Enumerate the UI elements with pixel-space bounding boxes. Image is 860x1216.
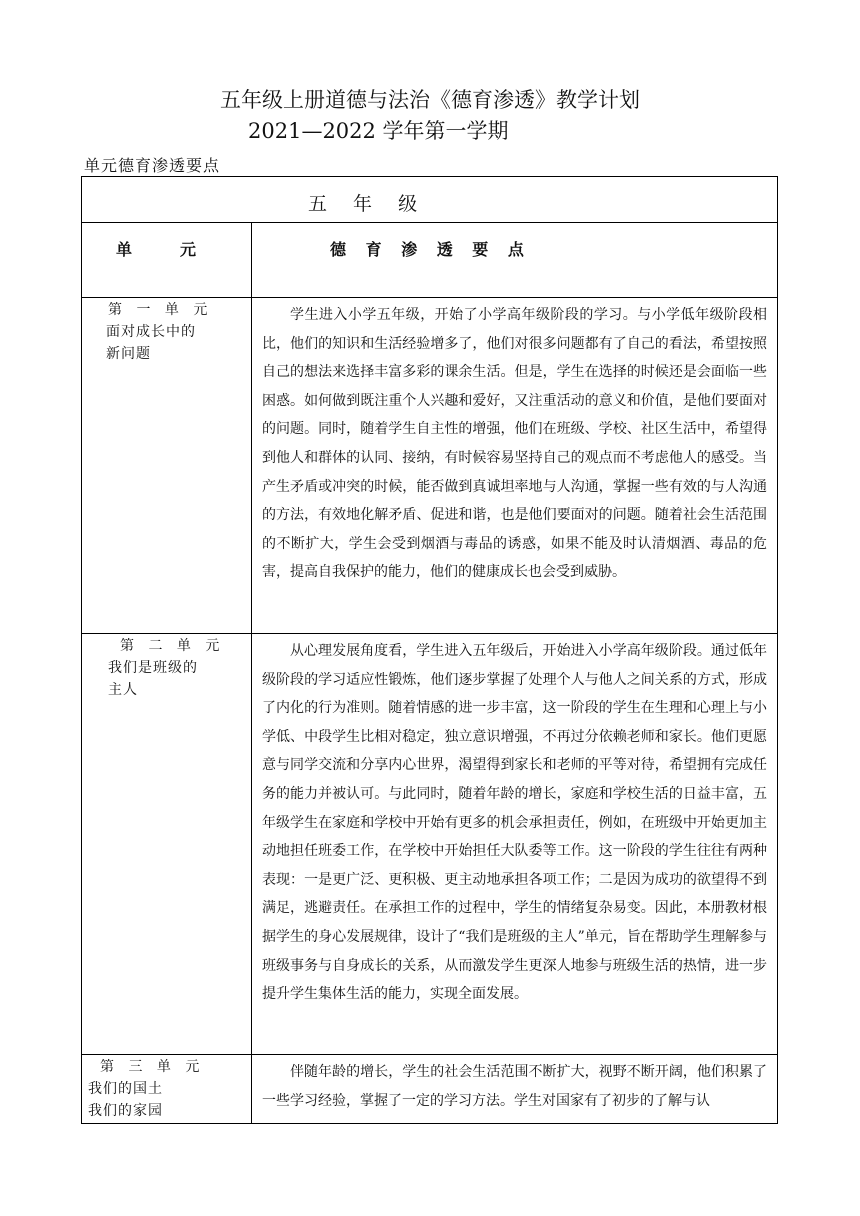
unit-name-line: 主人 <box>108 682 138 698</box>
unit-name-line: 我们是班级的 <box>108 660 198 676</box>
unit-number: 第 三 单 元 <box>100 1059 205 1075</box>
unit-name-line: 新问题 <box>106 346 151 362</box>
grade-header: 五 年 级 <box>308 193 428 215</box>
table-divider <box>82 297 777 298</box>
unit-name-line: 面对成长中的 <box>106 324 196 340</box>
content-cell-3: 伴随年龄的增长，学生的社会生活范围不断扩大，视野不断开阔，他们积累了一些学习经验，掌握了一定的学习方法。学生对国家有了初步的了解与认 <box>262 1064 767 1109</box>
points-column-header: 德 育 渗 透 要 点 <box>330 240 531 259</box>
unit-cell-1 <box>82 299 251 365</box>
unit-name-line: 我们的国土 <box>88 1081 163 1097</box>
plan-table <box>81 176 778 1124</box>
table-divider <box>82 633 777 634</box>
unit-number: 第 一 单 元 <box>108 302 213 318</box>
column-divider <box>251 223 252 1123</box>
content-cell-2: 从心理发展角度看，学生进入五年级后，开始进入小学高年级阶段。通过低年级阶段的学习适应性锻炼，他们逐步掌握了处理个人与他人之间关系的方式，形成了内化的行为准则。随着情感的进一步丰富，这一阶段的学生在生理和心理上与小学低、中段学生比相对稳定，独立意识增强，不再过分依赖老师和家长。他们更愿意与同学交流和分享内心世界，渴望得到家长和老师的平等对待，希望拥有完成任务的能力并被认可。与此同时，随着年龄的增长，家庭和学校生活的日益丰富，五年级学生在家庭和学校中开始有更多的机会承担责任，例如，在班级中开始更加主动地担任班委工作，在学校中开始担任大队委等工作。这一阶段的学生往往有两种表现：一是更广泛、更积极、更主动地承担各项工作；二是因为成功的欲望得不到满足，逃避责任。在承担工作的过程中，学生的情绪复杂易变。因此，本册教材根据学生的身心发展规律，设计了“我们是班级的主人”单元，旨在帮助学生理解参与班级事务与自身成长的关系，从而激发学生更深人地参与班级生活的热情，进一步提升学生集体生活的能力，实现全面发展。 <box>262 643 767 1003</box>
content-cell-1: 学生进入小学五年级，开始了小学高年级阶段的学习。与小学低年级阶段相比，他们的知识和生活经验增多了，他们对很多问题都有了自己的看法，希望按照自己的想法来选择丰富多彩的课余生活。但是，学生在选择的时候还是会面临一些困惑。如何做到既注重个人兴趣和爱好，又注重活动的意义和价值，是他们要面对的问题。同时，随着学生自主性的增强，他们在班级、学校、社区生活中，希望得到他人和群体的认同、接纳，有时候容易坚持自己的观点而不考虑他人的感受。当产生矛盾或冲突的时候，能否做到真诚坦率地与人沟通，掌握一些有效的与人沟通的方法，有效地化解矛盾、促进和谐，也是他们要面对的问题。随着社会生活范围的不断扩大，学生会受到烟酒与毒品的诱惑，如果不能及时认清烟酒、毒品的危害，提高自我保护的能力，他们的健康成长也会受到威胁。 <box>262 307 767 581</box>
unit-number: 第 二 单 元 <box>120 638 225 654</box>
unit-name-line: 我们的家园 <box>88 1103 163 1119</box>
section-label: 单元德育渗透要点 <box>84 156 221 175</box>
unit-cell-2 <box>82 635 251 701</box>
unit-header-char-1: 单 <box>116 240 133 259</box>
table-divider <box>82 1054 777 1055</box>
unit-column-header <box>116 237 196 260</box>
unit-cell-3 <box>82 1056 251 1122</box>
table-divider <box>82 222 777 223</box>
unit-header-char-2: 元 <box>180 240 197 259</box>
document-subtitle: 2021—2022 学年第一学期 <box>248 119 509 143</box>
document-title: 五年级上册道德与法治《德育渗透》教学计划 <box>220 88 640 112</box>
